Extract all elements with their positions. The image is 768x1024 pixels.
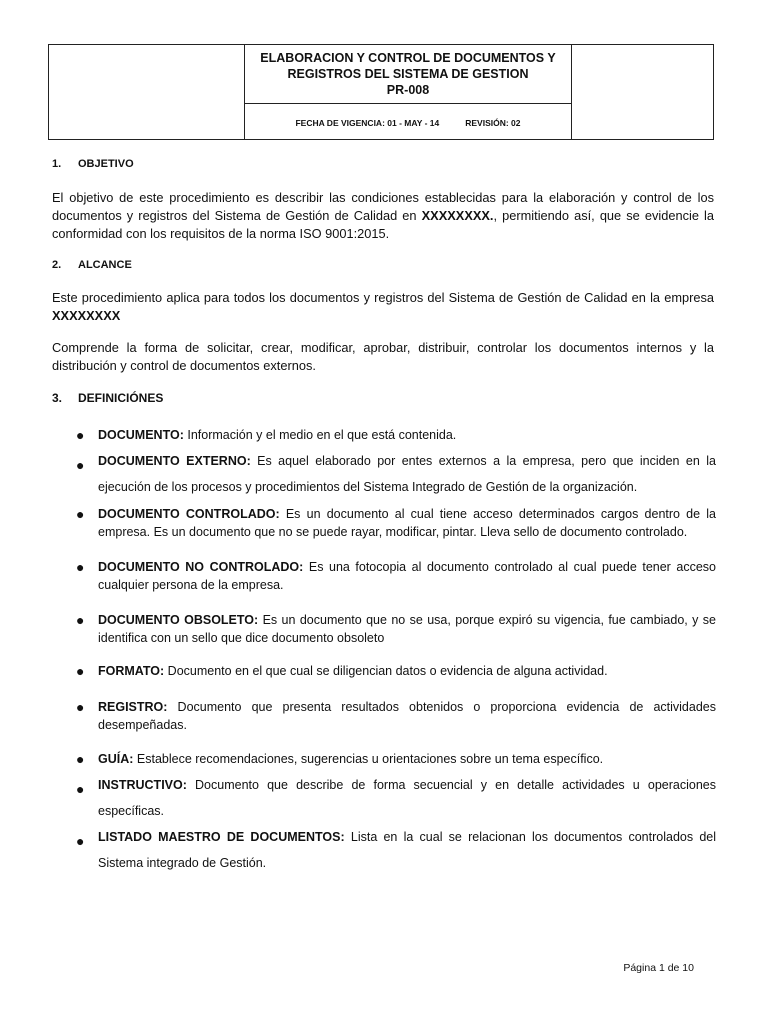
objetivo-text-2: , permitiendo así, que se evidencie la conformidad con los requisitos de la norma ISO 9001:2015. <box>52 208 714 241</box>
definition-term: DOCUMENTO NO CONTROLADO: <box>98 560 304 574</box>
section-heading-alcance <box>52 259 132 271</box>
bullet-icon: ● <box>76 663 85 679</box>
definition-text: Información y el medio en el que está contenida. <box>183 428 457 442</box>
definition-text: Es aquel elaborado por entes externos a la empresa, pero que inciden en la ejecución de los procesos y procedimientos del Sistema Integrado de Gestión de la organización. <box>98 454 716 494</box>
document-code: PR-008 <box>386 83 430 97</box>
bullet-icon: ● <box>76 781 85 797</box>
bullet-icon: ● <box>76 751 85 767</box>
definition-item <box>76 698 716 734</box>
definition-text: Documento que describe de forma secuencial y en detalle actividades u operaciones específicas. <box>98 778 716 818</box>
definition-item <box>76 505 716 541</box>
definition-text: Es una fotocopia al documento controlado al cual puede tener acceso cualquier persona de la empresa. <box>98 560 717 592</box>
alcance-paragraph-2: Comprende la forma de solicitar, crear, modificar, aprobar, distribuir, controlar los documentos internos y la distribución y control de documentos externos. <box>52 340 714 373</box>
section-title: DEFINICIÓNES <box>78 391 164 405</box>
revision-number: REVISIÓN: 02 <box>465 117 521 128</box>
definition-item <box>76 824 716 876</box>
definition-term: DOCUMENTO OBSOLETO: <box>98 613 259 627</box>
section-number: 3. <box>52 391 63 405</box>
page-number: Página 1 de 10 <box>623 962 694 974</box>
title-line-2: REGISTROS DEL SISTEMA DE GESTION <box>287 67 529 81</box>
definition-term: FORMATO: <box>98 664 165 678</box>
section-number: 1. <box>52 158 62 170</box>
bullet-icon: ● <box>76 833 85 849</box>
definition-text: Documento en el que cual se diligencian datos o evidencia de alguna actividad. <box>164 664 608 678</box>
definition-text: Establece recomendaciones, sugerencias u orientaciones sobre un tema específico. <box>133 752 604 766</box>
section-heading-objetivo <box>52 158 134 170</box>
definition-term: DOCUMENTO CONTROLADO: <box>98 507 280 521</box>
bullet-icon: ● <box>76 612 85 628</box>
right-cell <box>572 45 713 139</box>
company-name: XXXXXXXX <box>52 308 121 323</box>
definition-text: Es un documento al cual tiene acceso determinados cargos dentro de la empresa. Es un documento que no se puede rayar, modificar, pintar. Lleva sello de documento controlado. <box>98 507 716 539</box>
definition-term: DOCUMENTO: <box>98 428 184 442</box>
effective-date: FECHA DE VIGENCIA: 01 - MAY - 14 <box>295 117 440 128</box>
definition-item <box>76 662 716 680</box>
section-title: OBJETIVO <box>78 158 134 170</box>
definition-item <box>76 750 716 768</box>
definition-text: Es un documento que no se usa, porque expiró su vigencia, fue cambiado, y se identifica con un sello que dice documento obsoleto <box>98 613 716 645</box>
company-name: XXXXXXXX. <box>421 208 494 223</box>
alcance-paragraph-1 <box>52 289 714 325</box>
definition-item <box>76 772 716 824</box>
section-heading-definiciones <box>52 391 163 405</box>
bullet-icon: ● <box>76 427 85 443</box>
definition-term: GUÍA: <box>98 752 134 766</box>
section-number: 2. <box>52 259 62 271</box>
objetivo-text-1: El objetivo de este procedimiento es describir las condiciones establecidas para la elaboración y control de los documentos y registros del Sistema de Gestión de Calidad en <box>52 190 714 223</box>
bullet-icon: ● <box>76 699 85 715</box>
definition-item <box>76 426 716 444</box>
logo-cell <box>49 45 245 139</box>
definition-text: Lista en la cual se relacionan los documentos controlados del Sistema integrado de Gestión. <box>98 830 716 870</box>
document-header-table <box>48 44 714 140</box>
objetivo-paragraph <box>52 189 714 243</box>
bullet-icon: ● <box>76 559 85 575</box>
title-line-1: ELABORACION Y CONTROL DE DOCUMENTOS Y <box>260 51 556 65</box>
definition-term: INSTRUCTIVO: <box>98 778 187 792</box>
document-title <box>245 45 571 104</box>
bullet-icon: ● <box>76 457 85 473</box>
section-title: ALCANCE <box>78 259 132 271</box>
definition-item <box>76 448 716 500</box>
title-cell <box>245 45 572 139</box>
definition-term: REGISTRO: <box>98 700 168 714</box>
definition-item <box>76 558 716 594</box>
bullet-icon: ● <box>76 506 85 522</box>
definition-text: Documento que presenta resultados obtenidos o proporciona evidencia de actividades desempeñadas. <box>98 700 716 732</box>
definition-term: DOCUMENTO EXTERNO: <box>98 454 251 468</box>
definition-item <box>76 611 716 647</box>
alcance-text-1: Este procedimiento aplica para todos los documentos y registros del Sistema de Gestión de Calidad en la empresa <box>52 290 714 305</box>
document-meta <box>245 104 571 139</box>
definition-term: LISTADO MAESTRO DE DOCUMENTOS: <box>98 830 345 844</box>
